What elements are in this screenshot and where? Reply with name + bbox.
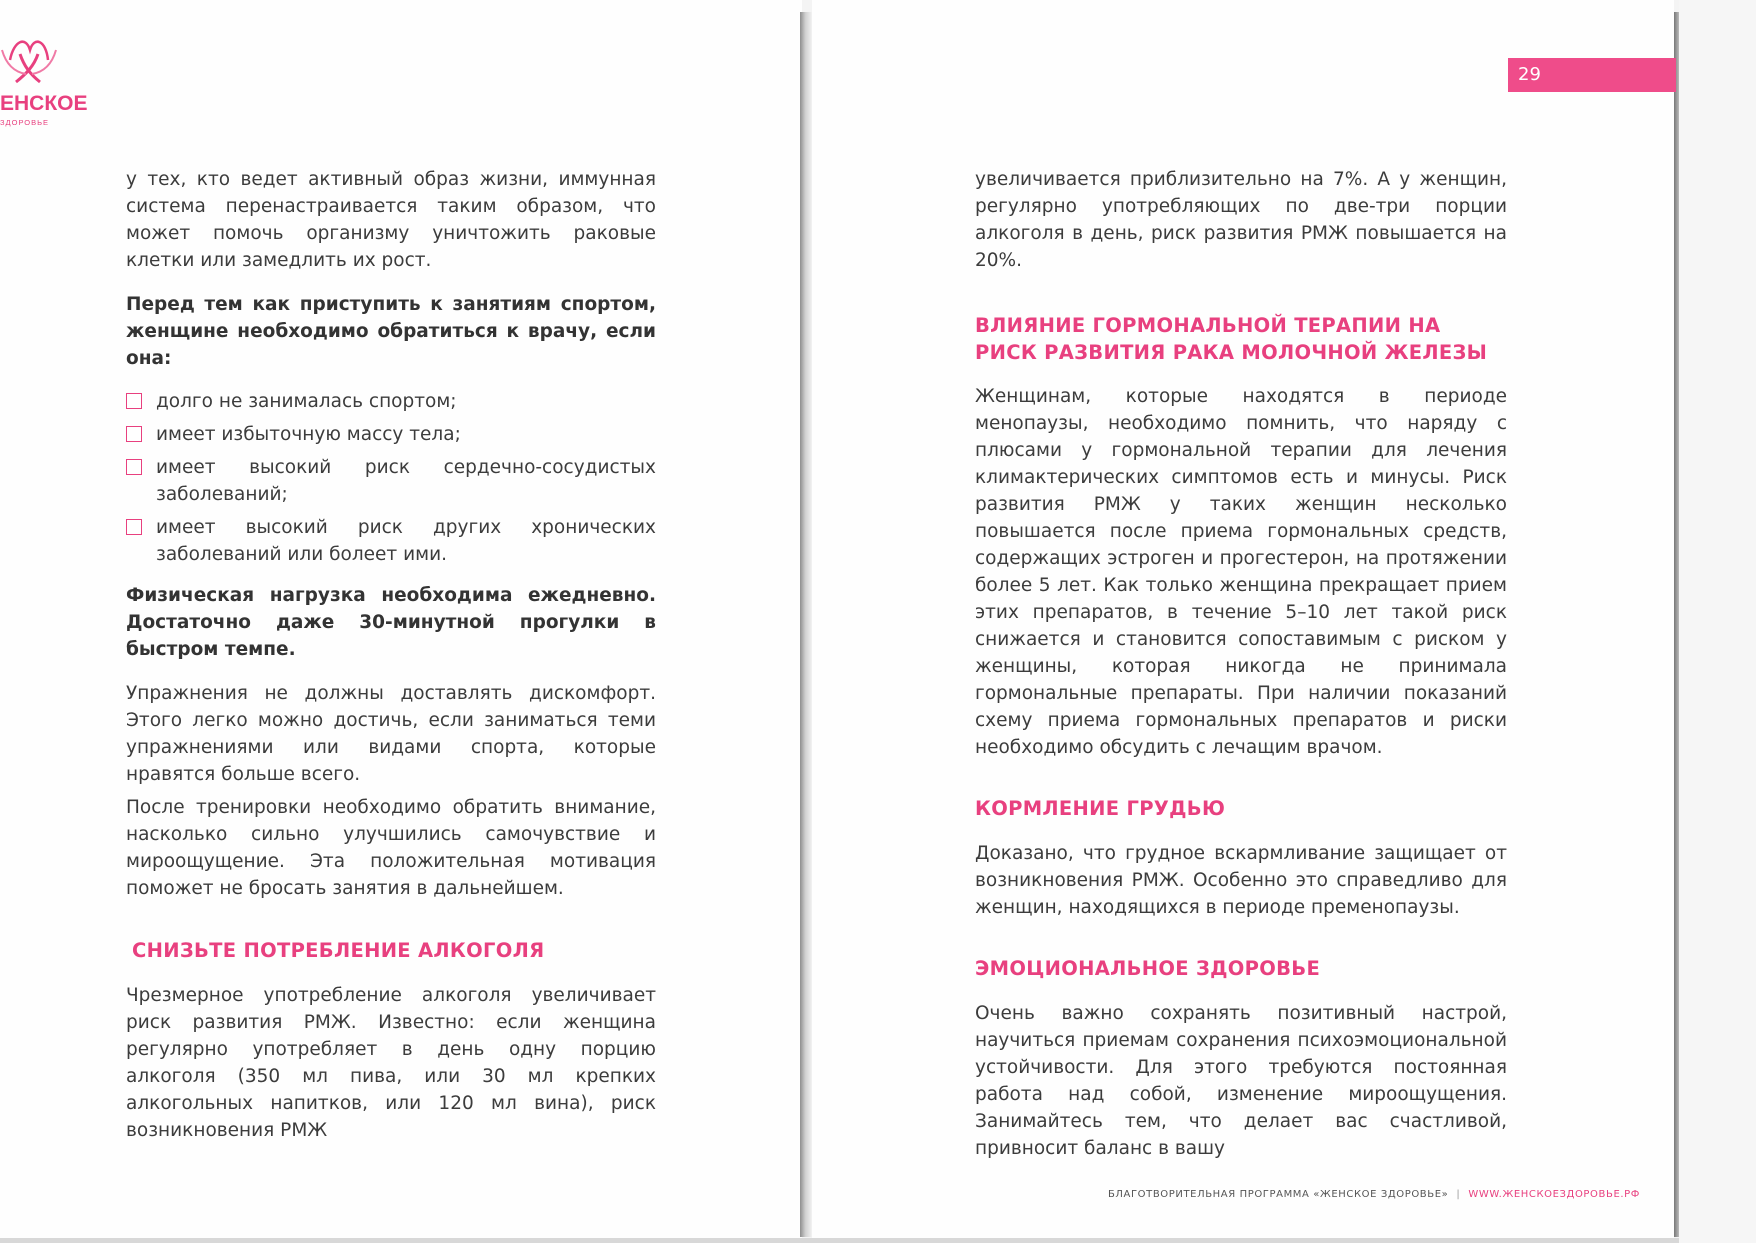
footer-url[interactable]: WWW.ЖЕНСКОЕЗДОРОВЬЕ.РФ (1468, 1189, 1640, 1200)
checkbox-icon (126, 393, 142, 409)
section-heading: ЭМОЦИОНАЛЬНОЕ ЗДОРОВЬЕ (975, 957, 1321, 980)
checklist-item-text: имеет избыточную массу тела; (156, 424, 461, 445)
paragraph: Доказано, что грудное вскармливание защищает от возникновения РМЖ. Особенно это справедливо для женщин, находящихся в периоде пременопаузы. (975, 843, 1507, 918)
checklist-item-text: имеет высокий риск других хронических заболеваний или болеет ими. (156, 517, 656, 565)
section-heading: СНИЗЬТЕ ПОТРЕБЛЕНИЕ АЛКОГОЛЯ (132, 939, 545, 962)
left-column (126, 166, 656, 1144)
bold-paragraph: Физическая нагрузка необходима ежедневно. Достаточно даже 30-минутной прогулки в быстром темпе. (126, 585, 656, 660)
footer-separator: | (1456, 1189, 1461, 1200)
background (1679, 0, 1756, 1243)
ribbon-flower-icon (0, 30, 80, 90)
checklist-item (126, 454, 656, 508)
section-heading: КОРМЛЕНИЕ ГРУДЬЮ (975, 797, 1226, 820)
checklist (126, 388, 656, 568)
paragraph: у тех, кто ведет активный образ жизни, иммунная система перенастраивается таким образом, что может помочь организму уничтожить раковые клетки или замедлить их рост. (126, 169, 656, 271)
right-column (975, 166, 1507, 1162)
bottom-shadow (0, 1238, 1679, 1243)
page-footer (1070, 1189, 1640, 1200)
checkbox-icon (126, 426, 142, 442)
checkbox-icon (126, 459, 142, 475)
checklist-item (126, 514, 656, 568)
logo-wordmark: ЕНСКОЕ (0, 92, 88, 115)
footer-program: БЛАГОТВОРИТЕЛЬНАЯ ПРОГРАММА «ЖЕНСКОЕ ЗДОРОВЬЕ» (1107, 1189, 1449, 1200)
paragraph: Упражнения не должны доставлять дискомфорт. Этого легко можно достичь, если заниматься теми упражнениями или видами спорта, которые нравятся больше всего. (126, 683, 656, 785)
page-number: 29 (1508, 58, 1676, 92)
paragraph: Чрезмерное употребление алкоголя увеличивает риск развития РМЖ. Известно: если женщина регулярно употребляет в день одну порцию алкоголя (350 мл пива, или 30 мл крепких алкогольных напитков, или 120 мл вина), риск возникновения РМЖ (126, 985, 656, 1141)
paragraph: Очень важно сохранять позитивный настрой, научиться приемам сохранения психоэмоциональной устойчивости. Для этого требуются постоянная работа над собой, изменение мироощущения. Занимайтесь тем, что делает вас счастливой, привносит баланс в вашу (975, 1003, 1507, 1159)
checklist-item (126, 388, 656, 415)
logo-subtitle: ЗДОРОВЬЕ (0, 118, 50, 127)
paragraph: увеличивается приблизительно на 7%. А у женщин, регулярно употребляющих по две-три порции алкоголя в день, риск развития РМЖ повышается на 20%. (975, 169, 1507, 271)
checklist-item-text: имеет высокий риск сердечно-сосудистых заболеваний; (156, 457, 656, 505)
paragraph: После тренировки необходимо обратить внимание, насколько сильно улучшились самочувствие и мироощущение. Эта положительная мотивация поможет не бросать занятия в дальнейшем. (126, 797, 656, 899)
checkbox-icon (126, 519, 142, 535)
paragraph: Женщинам, которые находятся в периоде менопаузы, необходимо помнить, что наряду с плюсами у гормональной терапии для лечения климактерических симптомов есть и минусы. Риск развития РМЖ у таких женщин несколько повышается после приема гормональных средств, содержащих эстроген и прогестерон, на протяжении более 5 лет. Как только женщина прекращает прием этих препаратов, в течение 5–10 лет такой риск снижается и становится сопоставимым с риском у женщины, которая никогда не принимала гормональные препараты. При наличии показаний схему приема гормональных препаратов и риски необходимо обсудить с лечащим врачом. (975, 386, 1507, 758)
book-gutter (800, 12, 812, 1237)
section-heading: ВЛИЯНИЕ ГОРМОНАЛЬНОЙ ТЕРАПИИ НА РИСК РАЗВИТИЯ РАКА МОЛОЧНОЙ ЖЕЛЕЗЫ (975, 314, 1488, 364)
bold-paragraph: Перед тем как приступить к занятиям спортом, женщине необходимо обратиться к врачу, если она: (126, 294, 656, 369)
checklist-item-text: долго не занималась спортом; (156, 391, 457, 412)
checklist-item (126, 421, 656, 448)
program-logo (0, 30, 90, 130)
